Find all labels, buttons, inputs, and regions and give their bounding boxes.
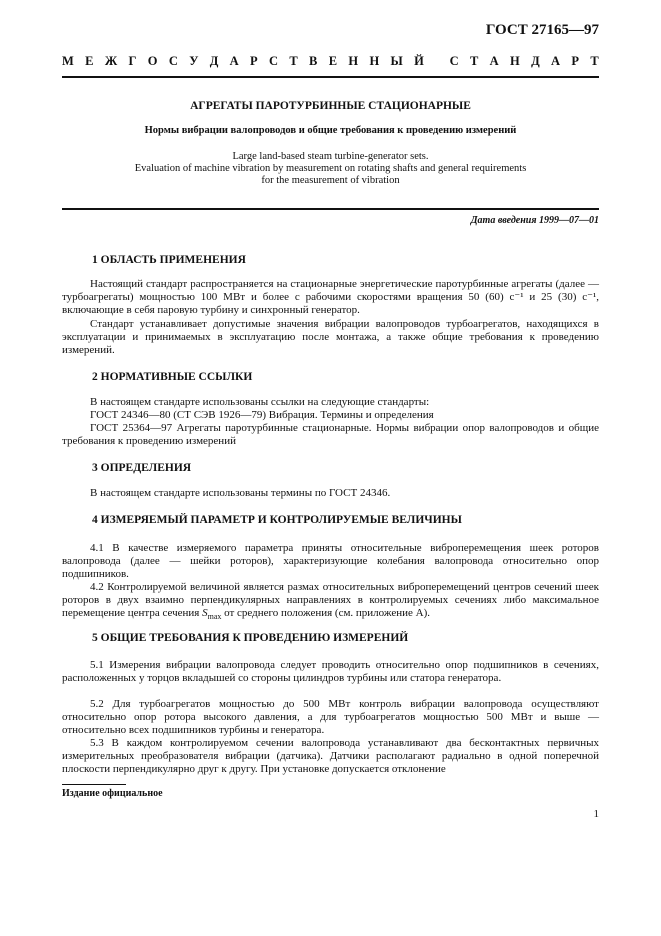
series-letter: В [309,54,318,68]
section-heading: 2 НОРМАТИВНЫЕ ССЫЛКИ [92,371,253,383]
series-letter: Ж [104,54,118,68]
series-letter: С [168,54,178,68]
main-title: АГРЕГАТЫ ПАРОТУРБИННЫЕ СТАЦИОНАРНЫЕ [190,100,471,112]
paragraph: 5.1 Измерения вибрации валопровода следует проводить относительно опор подшипников в сечениях, расположенных у торцов вкладышей со стороны цилиндров турбины или статора генератора. [62,659,599,684]
intro-date: Дата введения 1999—07—01 [470,215,599,226]
english-title [100,151,561,187]
header-rule [62,76,599,78]
english-title-line: for the measurement of vibration [261,175,400,186]
series-letter: Н [369,54,380,68]
footer-rule [62,784,126,785]
series-letter: Е [85,54,94,68]
series-letter: Г [128,54,137,68]
series-letter: Й [414,54,424,68]
series-letter: С [269,54,279,68]
edition-label: Издание официальное [62,788,163,799]
subtitle: Нормы вибрации валопроводов и общие требования к проведению измерений [144,125,517,136]
series-letter: О [147,54,158,68]
gost-code: ГОСТ 27165—97 [485,22,599,38]
series-letter: Т [590,54,599,68]
paragraph-text: 4.2 Контролируемой величиной является размах относительных виброперемещений центров сечений шеек роторов в двух взаимно перпендикулярных направлениях в контролируемых сечениях либо максимальное перемещение центра сечения [62,581,599,619]
series-letter: Ы [390,54,403,68]
section-heading: 4 ИЗМЕРЯЕМЫЙ ПАРАМЕТР И КОНТРОЛИРУЕМЫЕ ВЕЛИЧИНЫ [92,514,462,526]
paragraph: Настоящий стандарт распространяется на стационарные энергетические паротурбинные агрегаты (далее — турбоагрегаты) мощностью 100 МВт и более с рабочими скоростями вращения 50 (60) с⁻¹ и 25 (30) с⁻¹, включающие в себя паровую турбину и синхронный генератор. [62,278,599,316]
paragraph: В настоящем стандарте использованы термины по ГОСТ 24346. [90,487,391,499]
paragraph [62,581,599,623]
series-letter: С [449,54,459,68]
series-letter: Е [328,54,338,68]
english-title-line: Large land-based steam turbine-generator sets. [232,151,429,162]
title-rule [62,208,599,210]
english-title-line: Evaluation of machine vibration by measurement on rotating shafts and general requirements [134,163,527,174]
reference-item: ГОСТ 24346—80 (СТ СЭВ 1926—79) Вибрация. Термины и определения [90,409,434,421]
page-number: 1 [593,808,599,820]
section-heading: 1 ОБЛАСТЬ ПРИМЕНЕНИЯ [92,254,246,266]
reference-item: ГОСТ 25364—97 Агрегаты паротурбинные стационарные. Нормы вибрации опор валопроводов и общие требования к проведению измерений [62,422,599,447]
series-letter: Т [289,54,298,68]
standard-series-title [62,54,599,69]
paragraph: 5.3 В каждом контролируемом сечении валопровода устанавливают два бесконтактных первичных измерительных преобразователя вибрации (датчика). Датчики располагают радиально в одной поперечной плоскости перпендикулярно друг к другу. При установке допускается отклонение [62,737,599,775]
paragraph: В настоящем стандарте использованы ссылки на следующие стандарты: [90,396,430,408]
series-letter: Д [209,54,219,68]
series-letter: М [62,54,74,68]
series-letter: Т [469,54,479,68]
paragraph: 4.1 В качестве измеряемого параметра приняты относительные виброперемещения шеек роторов валопровода (далее — шейки роторов), характеризующие колебания валопровода относительно опор подшипников. [62,542,599,580]
series-letter: У [189,54,199,68]
paragraph: Стандарт устанавливает допустимые значения вибрации валопроводов турбоагрегатов, находящихся в эксплуатации и принимаемых в эксплуатацию после монтажа, а также общие требования к проведению измерений. [62,318,599,356]
section-heading: 3 ОПРЕДЕЛЕНИЯ [92,462,192,474]
series-letter: Р [250,54,258,68]
section-heading: 5 ОБЩИЕ ТРЕБОВАНИЯ К ПРОВЕДЕНИЮ ИЗМЕРЕНИЙ [92,632,409,644]
series-letter: А [229,54,239,68]
series-letter: Р [571,54,580,68]
symbol-subscript: max [207,612,222,622]
series-letter [435,54,438,69]
paragraph: 5.2 Для турбоагрегатов мощностью до 500 МВт контроль вибрации валопровода осуществляют относительно опор ротора высокого давления, а для турбоагрегатов мощностью 500 МВт и выше — относительно всех подшипников турбины и генератора. [62,698,599,736]
series-letter: А [551,54,561,68]
series-letter: А [489,54,499,68]
series-letter: Н [348,54,359,68]
series-letter: Д [531,54,540,68]
paragraph-text: от среднего положения (см. приложение А). [221,607,430,619]
series-letter: Н [510,54,520,68]
symbol-s: S [202,607,208,619]
